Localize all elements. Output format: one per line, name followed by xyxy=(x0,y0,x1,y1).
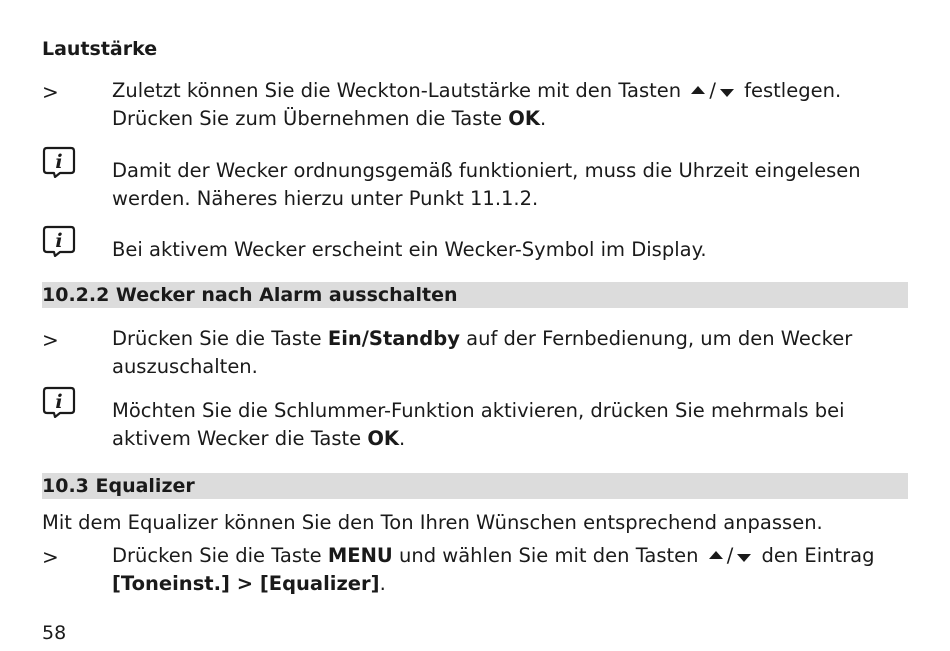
section-title-103: 10.3 Equalizer xyxy=(42,475,195,497)
section-title-1022: 10.2.2 Wecker nach Alarm ausschalten xyxy=(42,284,458,306)
triangle-down-icon xyxy=(737,554,751,562)
bullet-text-menu: Drücken Sie die Taste MENU und wählen Sie mit den Tasten / den Eintrag [Toneinst.] > [Equalizer]. xyxy=(112,544,875,595)
bullet-marker: > xyxy=(42,545,59,569)
subheading-lautstaerke: Lautstärke xyxy=(42,38,158,60)
bullet-line-1: Zuletzt können Sie die Weckton-Lautstärke mit den Tasten / festlegen. xyxy=(112,79,842,102)
bullet-text-standby: Drücken Sie die Taste Ein/Standby auf der Fernbedienung, um den Wecker auszuschalten. xyxy=(112,327,853,378)
info-icon xyxy=(42,386,76,418)
triangle-up-icon xyxy=(709,551,723,559)
info-note-time: Damit der Wecker ordnungsgemäß funktioniert, muss die Uhrzeit eingelesen werden. Näheres hierzu unter Punkt 11.1.2. xyxy=(112,159,861,210)
triangle-up-icon xyxy=(691,86,705,94)
info-icon xyxy=(42,146,76,178)
bullet-marker: > xyxy=(42,328,59,352)
info-note-snooze: Möchten Sie die Schlummer-Funktion aktivieren, drücken Sie mehrmals bei aktivem Wecker die Taste OK. xyxy=(112,399,845,450)
intro-equalizer: Mit dem Equalizer können Sie den Ton Ihren Wünschen entsprechend anpassen. xyxy=(42,511,823,534)
bullet-text-volume xyxy=(112,77,912,133)
bullet-line-2: Drücken Sie zum Übernehmen die Taste OK. xyxy=(112,107,547,130)
info-note-symbol: Bei aktivem Wecker erscheint ein Wecker-Symbol im Display. xyxy=(112,238,707,261)
info-icon xyxy=(42,225,76,257)
bullet-marker: > xyxy=(42,80,59,104)
triangle-down-icon xyxy=(720,89,734,97)
page-number: 58 xyxy=(42,622,67,644)
